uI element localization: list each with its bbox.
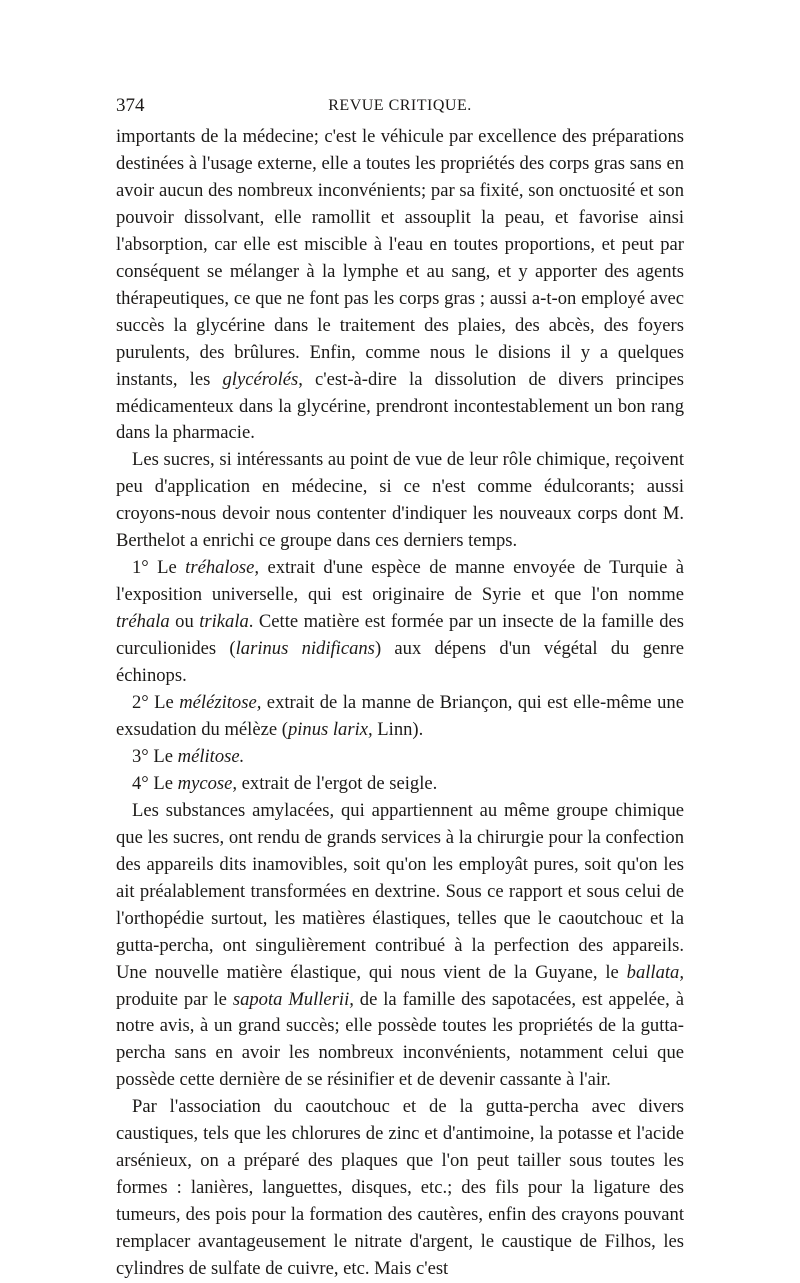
item-article: Le [148, 772, 178, 794]
italic-term: glycérolés [222, 368, 299, 390]
italic-term: mélézitose, [179, 692, 262, 714]
item-text: . Cette matière est formée par un insecte de la famille des curculionides ( [116, 611, 684, 660]
paragraph-elastic-materials [116, 798, 684, 1094]
italic-term: larinus nidificans [235, 638, 375, 660]
italic-term: sapota Mullerii, [232, 988, 354, 1010]
item-text: extrait de l'ergot de seigle. [237, 772, 438, 794]
running-header [116, 92, 684, 120]
journal-title: REVUE CRITIQUE. [328, 97, 472, 114]
list-item-melitose [116, 744, 684, 771]
italic-term: mélitose. [177, 745, 245, 767]
item-number: 1° [132, 557, 149, 579]
paragraph-caustics: Par l'association du caoutchouc et de la gutta-percha avec divers caustiques, tels que les chlorures de zinc et d'antimoine, la potasse et l'acide arsénieux, on a préparé des plaques que l'on peut tailler sous toutes les formes : lanières, languettes, disques, etc.; des fils pour la ligature des tumeurs, des pois pour la formation des cautères, enfin des crayons pouvant remplacer avantageusement le nitrate d'argent, le caustique de Filhos, les cylindres de sulfate de cuivre, etc. Mais c'est [116, 1096, 684, 1280]
paragraph-text: , c'est-à-dire la dissolution de divers principes médicamenteux dans la glycérine, prendront incontestablement un bon rang dans la pharmacie. [116, 368, 684, 444]
item-article: Le [148, 745, 178, 767]
list-item-melezitose [116, 690, 684, 744]
item-text: Linn). [372, 718, 424, 740]
italic-term: mycose, [177, 772, 238, 794]
list-item-mycose [116, 771, 684, 798]
italic-term: trikala [199, 611, 249, 633]
italic-term: ballata, [626, 961, 684, 983]
body-text [116, 124, 684, 1283]
item-number: 4° [132, 772, 149, 794]
paragraph-text: produite par le [116, 988, 233, 1010]
item-number: 2° [132, 692, 149, 714]
book-page [116, 92, 684, 1283]
italic-term: tréhala [116, 611, 170, 633]
item-text: extrait de la manne de Briançon, qui est elle-même une exsudation du mélèze ( [116, 692, 684, 740]
item-text: ou [169, 611, 200, 633]
list-item-trehalose [116, 555, 684, 690]
italic-term: pinus larix, [287, 718, 373, 740]
paragraph-glycerine [116, 124, 684, 447]
paragraph-text: Les substances amylacées, qui appartiennent au même groupe chimique que les sucres, ont rendu de grands services à la chirurgie pour la confection des appareils dits inamovibles, soit qu'on les employât pures, soit qu'on les ait préalablement transformées en dextrine. Sous ce rapport et sous celui de l'orthopédie surtout, les matières élastiques, telles que le caoutchouc et la gutta-percha, ont singulièrement contribué à la perfection des appareils. Une nouvelle matière élastique, qui nous vient de la Guyane, le [116, 799, 684, 983]
page-number: 374 [116, 95, 145, 116]
item-text: ) aux dépens d'un végétal du genre échinops. [116, 638, 684, 687]
paragraph-sugars: Les sucres, si intéressants au point de vue de leur rôle chimique, reçoivent peu d'application en médecine, si ce n'est comme édulcorants; aussi croyons-nous devoir nous contenter d'indiquer les nouveaux corps dont M. Berthelot a enrichi ce groupe dans ces derniers temps. [116, 449, 684, 552]
italic-term: tréhalose, [185, 557, 260, 579]
paragraph-text: importants de la médecine; c'est le véhicule par excellence des préparations destinées à l'usage externe, elle a toutes les propriétés des corps gras sans en avoir aucun des nombreux inconvénients; par sa fixité, son onctuosité et son pouvoir dissolvant, elle ramollit et assouplit la peau, et favorise ainsi l'absorption, car elle est miscible à l'eau en toutes proportions, et peut par conséquent se mélanger à la lymphe et au sang, et y apporter des agents thérapeutiques, ce que ne font pas les corps gras ; aussi a-t-on employé avec succès la glycérine dans le traitement des plaies, des abcès, des foyers purulents, des brûlures. Enfin, comme nous le disions il y a quelques instants, les [116, 126, 684, 390]
item-number: 3° [132, 745, 149, 767]
item-article: Le [148, 557, 186, 579]
paragraph-text: de la famille des sapotacées, est appelée, à notre avis, à un grand succès; elle possède toutes les propriétés de la gutta-percha sans en avoir les nombreux inconvénients, notamment celui que possède cette dernière de se résinifier et de devenir cassante à l'air. [116, 988, 684, 1091]
item-text: extrait d'une espèce de manne envoyée de Turquie à l'exposition universelle, qui est originaire de Syrie et que l'on nomme [116, 557, 684, 606]
item-article: Le [148, 692, 180, 714]
